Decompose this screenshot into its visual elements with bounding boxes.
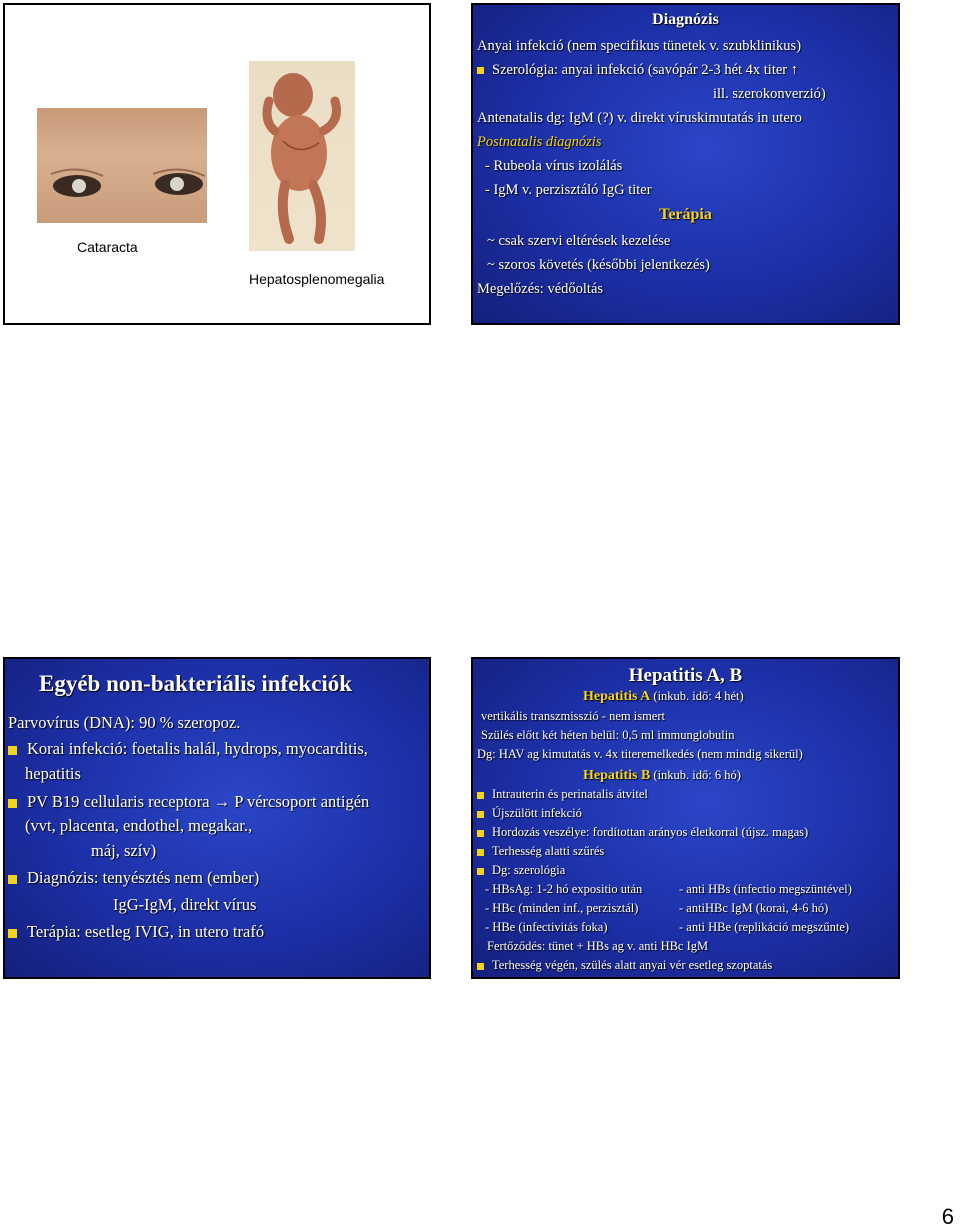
text-line: - HBe (infectivitás foka): [485, 920, 608, 934]
text-line: máj, szív): [91, 841, 157, 860]
bullet-item: Dg: szerológia: [477, 863, 565, 878]
text-line: Megelőzés: védőoltás: [477, 281, 604, 297]
slide-images: [3, 3, 431, 325]
text-line: Dg: HAV ag kimutatás v. 4x titeremelkedés (nem mindig sikerül): [477, 747, 803, 761]
slide-parvovirus: [3, 657, 431, 979]
caption-hepatosplenomegalia: Hepatosplenomegalia: [249, 271, 385, 287]
text-line: Szülés előtt két héten belül: 0,5 ml immunglobulin: [481, 728, 735, 742]
bullet-item: Újszülött infekció: [477, 806, 582, 821]
caption-cataracta: Cataracta: [77, 239, 138, 255]
slide-title: Diagnózis: [652, 11, 719, 28]
text-line: (vvt, placenta, endothel, megakar.,: [25, 816, 253, 835]
slide-diagnozis: [471, 3, 900, 325]
text-line: - Rubeola vírus izolálás: [485, 158, 623, 174]
bullet-item: PV B19 cellularis receptora → P vércsoport antigén: [8, 792, 369, 812]
section-heading: Hepatitis B (inkub. idő: 6 hó): [583, 768, 741, 783]
text-line: Antenatalis dg: IgM (?) v. direkt víruskimutatás in utero: [477, 110, 802, 126]
text-line: vertikális transzmisszió - nem ismert: [481, 709, 665, 723]
text-line: - anti HBe (replikáció megszűnte): [679, 920, 850, 934]
text-line: hepatitis: [25, 764, 81, 783]
bullet-item: Intrauterin és perinatalis átvitel: [477, 787, 648, 802]
text-line: - anti HBs (infectio megszüntével): [679, 882, 852, 896]
text-line: ill. szerokonverzió): [713, 86, 826, 102]
text-line: IgG-IgM, direkt vírus: [113, 895, 257, 914]
bullet-item: Szerológia: anyai infekció (savópár 2-3 hét 4x titer ↑: [477, 62, 798, 79]
page-number: 6: [941, 1204, 954, 1229]
slide-hepatitis: [471, 657, 900, 979]
section-heading: Terápia: [659, 206, 712, 223]
bullet-square-icon: [8, 799, 17, 808]
bullet-square-icon: [477, 868, 484, 875]
bullet-item: Terhesség végén, szülés alatt anyai vér esetleg szoptatás: [477, 958, 772, 973]
bullet-square-icon: [477, 830, 484, 837]
bullet-item: Korai infekció: foetalis halál, hydrops, myocarditis,: [8, 739, 368, 759]
slide-title: Egyéb non-bakteriális infekciók: [39, 671, 353, 696]
text-line: ~ csak szervi eltérések kezelése: [487, 233, 671, 249]
text-line: - HBc (minden inf., perzisztál): [485, 901, 639, 915]
section-heading: Postnatalis diagnózis: [477, 134, 602, 150]
text-line: Fertőződés: tünet + HBs ag v. anti HBc IgM: [487, 939, 709, 953]
bullet-square-icon: [8, 746, 17, 755]
bullet-square-icon: [477, 792, 484, 799]
bullet-square-icon: [8, 875, 17, 884]
bullet-square-icon: [477, 963, 484, 970]
slide-title: Hepatitis A, B: [628, 665, 743, 686]
bullet-square-icon: [477, 811, 484, 818]
bullet-square-icon: [477, 67, 484, 74]
bullet-item: Hordozás veszélye: fordítottan arányos életkorral (újsz. magas): [477, 825, 808, 840]
bullet-item: Terhesség alatti szűrés: [477, 844, 604, 859]
bullet-item: Diagnózis: tenyésztés nem (ember): [8, 868, 259, 888]
text-line: Anyai infekció (nem specifikus tünetek v. szubklinikus): [477, 38, 802, 54]
text-line: - IgM v. perzisztáló IgG titer: [485, 182, 652, 198]
text-line: Parvovírus (DNA): 90 % szeropoz.: [8, 713, 241, 732]
cataracta-photo: [37, 108, 207, 223]
hepatosplenomegalia-photo: [249, 61, 355, 251]
text-line: - antiHBc IgM (korai, 4-6 hó): [679, 901, 829, 915]
bullet-square-icon: [477, 849, 484, 856]
section-heading: Hepatitis A (inkub. idő: 4 hét): [583, 689, 744, 704]
text-line: ~ szoros követés (későbbi jelentkezés): [487, 257, 710, 273]
bullet-square-icon: [8, 929, 17, 938]
text-line: - HBsAg: 1-2 hó expositio után: [485, 882, 643, 896]
bullet-item: Terápia: esetleg IVIG, in utero trafó: [8, 922, 264, 942]
